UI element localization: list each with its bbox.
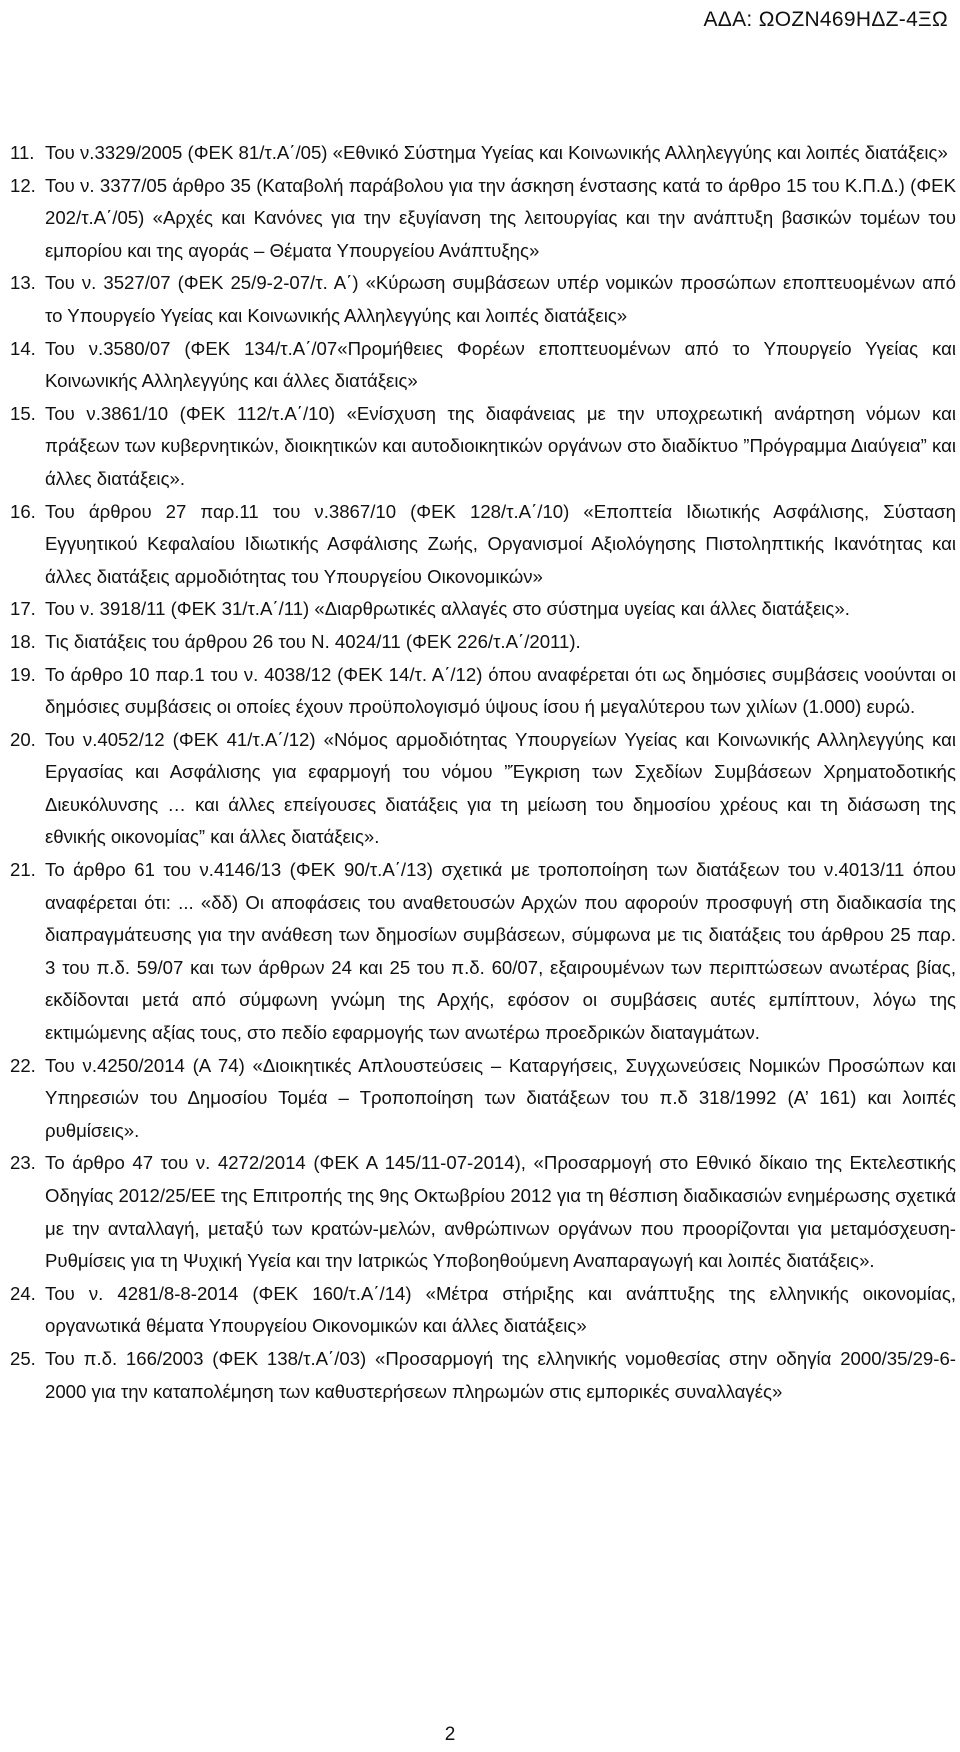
list-item: [10, 854, 956, 1050]
list-item: [10, 1343, 956, 1408]
item-number: 21.: [10, 859, 36, 881]
list-item: [10, 1050, 956, 1148]
list-item: [10, 333, 956, 398]
item-number: 19.: [10, 663, 36, 685]
item-number: 16.: [10, 500, 36, 522]
list-item: [10, 626, 956, 659]
list-item: [10, 398, 956, 496]
page-number: 2: [444, 1724, 456, 1745]
item-text: Του ν. 3918/11 (ΦΕΚ 31/τ.Α΄/11) «Διαρθρωτικές αλλαγές στο σύστημα υγείας και άλλες διατάξεις».: [45, 598, 850, 620]
item-text: Το άρθρο 10 παρ.1 του ν. 4038/12 (ΦΕΚ 14/τ. Α΄/12) όπου αναφέρεται ότι ως δημόσιες συμβάσεις νοούνται οι δημόσιες συμβάσεις οι οποίες έχουν προϋπολογισμό ύψους ίσου ή μεγαλύτερου των χιλίων (1.000) ευρώ.: [45, 663, 956, 718]
item-text: Του άρθρου 27 παρ.11 του ν.3867/10 (ΦΕΚ 128/τ.Α΄/10) «Εποπτεία Ιδιωτικής Ασφάλισης, Σύσταση Εγγυητικού Κεφαλαίου Ιδιωτικής Ασφάλισης Ζωής, Οργανισμοί Αξιολόγησης Πιστοληπτικής Ικανότητας και άλλες διατάξεις αρμοδιότητας του Υπουργείου Οικονομικών»: [45, 500, 956, 587]
list-item: [10, 267, 956, 332]
list-item: [10, 1147, 956, 1277]
item-number: 11.: [10, 142, 35, 163]
item-number: 23.: [10, 1152, 36, 1174]
list-item: [10, 659, 956, 724]
item-text: Του π.δ. 166/2003 (ΦΕΚ 138/τ.Α΄/03) «Προσαρμογή της ελληνικής νομοθεσίας στην οδηγία 2000/35/29-6-2000 για την καταπολέμηση των καθυστερήσεων πληρωμών στις εμπορικές συναλλαγές»: [45, 1347, 956, 1402]
item-text: Του ν. 4281/8-8-2014 (ΦΕΚ 160/τ.Α΄/14) «Μέτρα στήριξης και ανάπτυξης της ελληνικής οικονομίας, οργανωτικά θέματα Υπουργείου Οικονομικών και άλλες διατάξεις»: [45, 1282, 956, 1337]
item-number: 14.: [10, 337, 36, 359]
list-item: [10, 137, 956, 170]
item-number: 22.: [10, 1054, 36, 1076]
item-number: 20.: [10, 728, 36, 750]
item-text: Του ν.4052/12 (ΦΕΚ 41/τ.Α΄/12) «Νόμος αρμοδιότητας Υπουργείων Υγείας και Κοινωνικής Αλληλεγγύης και Εργασίας και Ασφάλισης για εφαρμογή του νόμου ”Έγκριση των Σχεδίων Συμβάσεων Χρηματοδοτικής Διευκόλυνσης … και άλλες επείγουσες διατάξεις για τη μείωση του δημοσίου χρέους και τη διάσωση της εθνικής οικονομίας” και άλλες διατάξεις».: [45, 728, 956, 848]
item-number: 18.: [10, 630, 36, 652]
item-text: Του ν.3329/2005 (ΦΕΚ 81/τ.Α΄/05) «Εθνικό Σύστημα Υγείας και Κοινωνικής Αλληλεγγύης και λοιπές διατάξεις»: [45, 142, 948, 163]
item-text: Του ν. 3377/05 άρθρο 35 (Καταβολή παράβολου για την άσκηση ένστασης κατά το άρθρο 15 του Κ.Π.Δ.) (ΦΕΚ 202/τ.Α΄/05) «Αρχές και Κανόνες για την εξυγίανση της λειτουργίας και την ανάπτυξη βασικών τομέων του εμπορίου και της αγοράς – Θέματα Υπουργείου Ανάπτυξης»: [45, 174, 956, 261]
item-number: 13.: [10, 272, 36, 294]
list-item: [10, 724, 956, 854]
list-item: [10, 593, 956, 626]
item-number: 15.: [10, 402, 36, 424]
item-number: 17.: [10, 598, 36, 620]
item-text: Του ν.3580/07 (ΦΕΚ 134/τ.Α΄/07«Προμήθειες Φορέων εποπτευομένων από το Υπουργείο Υγείας και Κοινωνικής Αλληλεγγύης και άλλες διατάξεις»: [45, 337, 956, 392]
item-text: Το άρθρο 61 του ν.4146/13 (ΦΕΚ 90/τ.Α΄/13) σχετικά με τροποποίηση των διατάξεων του ν.4013/11 όπου αναφέρεται ότι: ... «δδ) Οι αποφάσεις του αναθετουσών Αρχών που αφορούν προσφυγή στη διαδικασία της διαπραγμάτευσης για την ανάθεση των δημοσίων συμβάσεων, σύμφωνα με τις διατάξεις του άρθρου 25 παρ. 3 του π.δ. 59/07 και των άρθρων 24 και 25 του π.δ. 60/07, εξαιρουμένων των περιπτώσεων ανωτέρας βίας, εκδίδονται μετά από σύμφωνη γνώμη της Αρχής, εφόσον οι συμβάσεις αυτές εμπίπτουν, λόγω της εκτιμώμενης αξίας τους, στο πεδίο εφαρμογής των ανωτέρω προεδρικών διαταγμάτων.: [45, 859, 956, 1044]
item-text: Του ν.4250/2014 (Α 74) «Διοικητικές Απλουστεύσεις – Καταργήσεις, Συγχωνεύσεις Νομικών Προσώπων και Υπηρεσιών του Δημοσίου Τομέα – Τροποποίηση των διατάξεων του π.δ 318/1992 (Α’ 161) και λοιπές ρυθμίσεις».: [45, 1054, 956, 1141]
list-item: [10, 1278, 956, 1343]
item-number: 24.: [10, 1282, 36, 1304]
item-number: 25.: [10, 1347, 36, 1369]
item-text: Του ν.3861/10 (ΦΕΚ 112/τ.Α΄/10) «Ενίσχυση της διαφάνειας με την υποχρεωτική ανάρτηση νόμων και πράξεων των κυβερνητικών, διοικητικών και αυτοδιοικητικών οργάνων στο διαδίκτυο ”Πρόγραμμα Διαύγεια” και άλλες διατάξεις».: [45, 402, 956, 489]
item-number: 12.: [10, 174, 36, 196]
list-item: [10, 170, 956, 268]
list-item: [10, 496, 956, 594]
ada-code: ΑΔΑ: ΩΟΖΝ469ΗΔΖ-4ΞΩ: [703, 8, 948, 31]
item-text: Του ν. 3527/07 (ΦΕΚ 25/9-2-07/τ. Α΄) «Κύρωση συμβάσεων υπέρ νομικών προσώπων εποπτευομένων από το Υπουργείο Υγείας και Κοινωνικής Αλληλεγγύης και λοιπές διατάξεις»: [45, 272, 956, 326]
legal-references-list: [10, 137, 956, 1408]
item-text: Τις διατάξεις του άρθρου 26 του Ν. 4024/11 (ΦΕΚ 226/τ.Α΄/2011).: [45, 630, 581, 652]
item-text: Το άρθρο 47 του ν. 4272/2014 (ΦΕΚ Α 145/11-07-2014), «Προσαρμογή στο Εθνικό δίκαιο της Εκτελεστικής Οδηγίας 2012/25/ΕΕ της Επιτροπής της 9ης Οκτωβρίου 2012 για τη θέσπιση διαδικασιών ενημέρωσης σχετικά με την ανταλλαγή, μεταξύ των κρατών-μελών, ανθρώπινων οργάνων που προορίζονται για μεταμόσχευση-Ρυθμίσεις για τη Ψυχική Υγεία και την Ιατρικώς Υποβοηθούμενη Αναπαραγωγή και λοιπές διατάξεις».: [45, 1152, 957, 1272]
